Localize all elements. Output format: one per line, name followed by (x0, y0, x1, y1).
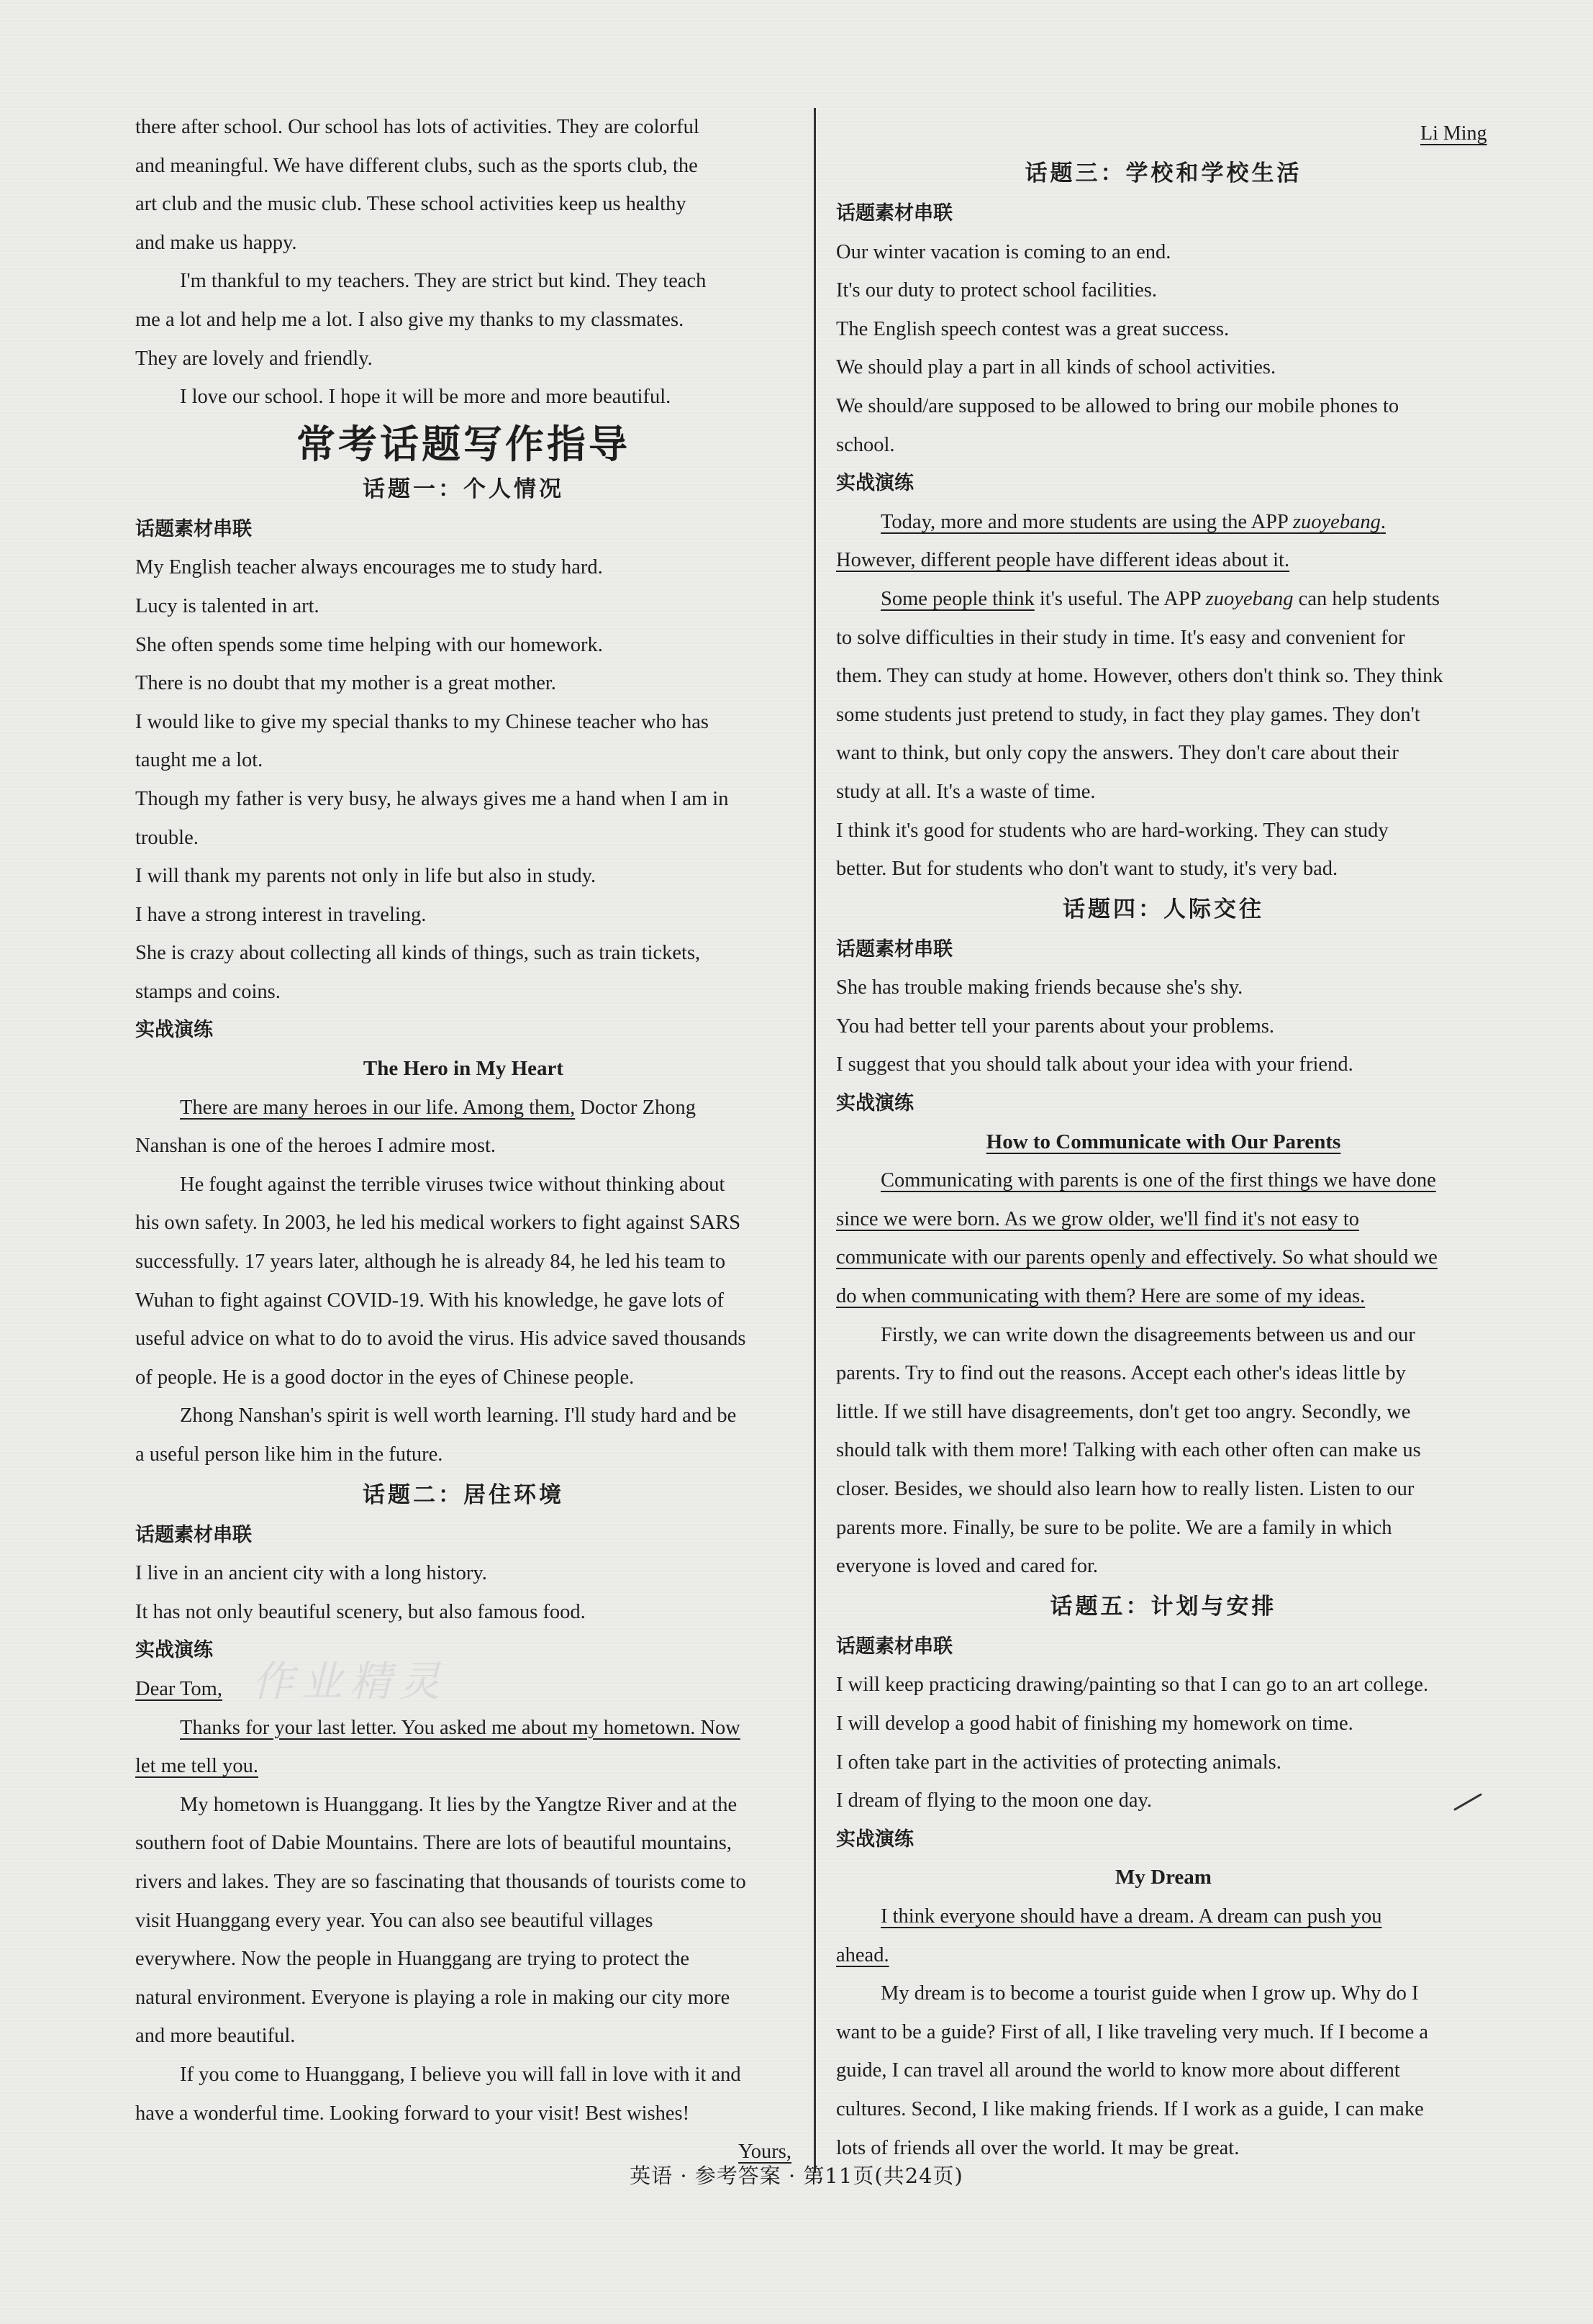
watermark: 作业精灵 (252, 1657, 448, 1706)
letter-greeting: Dear Tom, (135, 1677, 222, 1700)
topic3-essay-p2: Some people think it's useful. The APP zuoyebang can help students to solve difficulties in their study in time. It's easy and convenient for them. They can study at home. However, others don't think so. They think some students just pretend to study, in fact they play games. They don't want to think, but only copy the answers. They don't care about their study at all. It's a waste of time. (836, 587, 1443, 803)
topic1-title: 话题一：个人情况 (363, 476, 564, 502)
topic2-practice-label: 实战演练 (135, 1639, 213, 1662)
topic4-materials: She has trouble making friends because she's shy. You had better tell your parents about your problems. I suggest that you should talk about your idea with your friend. (836, 976, 1353, 1076)
topic1-essay-p2: He fought against the terrible viruses twice without thinking about his own safety. In 2003, he led his medical workers to fight against SARS successfully. 17 years later, although he is already 84, he led his team to Wuhan to fight against COVID-19. With his knowledge, he gave lots of useful advice on what to do to avoid the virus. His advice saved thousands of people. He is a good doctor in the eyes of Chinese people. (135, 1173, 746, 1389)
topic1-material-label: 话题素材串联 (135, 517, 252, 540)
topic4-practice-label: 实战演练 (836, 1092, 914, 1115)
page-footer: 英语 · 参考答案 · 第11页(共24页) (630, 2164, 963, 2188)
topic1-materials: My English teacher always encourages me to study hard. Lucy is talented in art. She often spends some time helping with our homework. There is no doubt that my mother is a great mother. I would like to give my special thanks to my Chinese teacher who has taught me a lot. Though my father is very busy, he always gives me a hand when I am in trouble. I will thank my parents not only in life but also in study. I have a strong interest in traveling. She is crazy about collecting all kinds of things, such as train tickets, stamps and coins. (135, 556, 729, 1003)
topic4-title: 话题四：人际交往 (1063, 896, 1264, 922)
letter-p3: If you come to Huanggang, I believe you will fall in love with it and have a wonderful time. Looking forward to your visit! Best wishes! (135, 2063, 741, 2125)
letter-closing: Yours, (738, 2141, 791, 2164)
topic4-material-label: 话题素材串联 (836, 938, 953, 961)
topic1-practice-label: 实战演练 (135, 1019, 213, 1042)
closing-paragraph: I love our school. I hope it will be more and more beautiful. (180, 386, 671, 409)
topic5-material-label: 话题素材串联 (836, 1635, 953, 1658)
topic5-practice-label: 实战演练 (836, 1828, 914, 1851)
topic3-title: 话题三：学校和学校生活 (1025, 160, 1302, 186)
author-name: Li Ming (1420, 122, 1487, 145)
column-divider (814, 108, 816, 2173)
topic2-materials: I live in an ancient city with a long history. It has not only beautiful scenery, but also famous food. (135, 1562, 586, 1623)
topic5-essay-title: My Dream (1115, 1866, 1212, 1889)
topic3-practice-label: 实战演练 (836, 472, 914, 495)
topic5-materials: I will keep practicing drawing/painting so that I can go to an art college. I will develop a good habit of finishing my homework on time. I often take part in the activities of protecting animals. I dream of flying to the moon one day. (836, 1674, 1429, 1812)
topic2-material-label: 话题素材串联 (135, 1523, 252, 1546)
topic5-essay-p2: My dream is to become a tourist guide when I grow up. Why do I want to be a guide? First of all, I like traveling very much. If I become a guide, I can travel all around the world to know more about different cultures. Second, I like making friends. If I work as a guide, I can make lots of friends all over the world. It may be great. (836, 1982, 1429, 2159)
topic3-essay-p3: I think it's good for students who are hard-working. They can study better. But for students who don't want to study, it's very bad. (836, 819, 1389, 881)
topic5-title: 话题五：计划与安排 (1050, 1593, 1277, 1620)
topic1-essay-p1: There are many heroes in our life. Among them, Doctor Zhong Nanshan is one of the heroes I admire most. (135, 1096, 696, 1158)
topic3-essay-p1: Today, more and more students are using the APP zuoyebang. However, different people have different ideas about it. (836, 510, 1386, 572)
topic4-essay-title: How to Communicate with Our Parents (986, 1130, 1341, 1153)
left-column (135, 108, 791, 2171)
topic1-essay-p3: Zhong Nanshan's spirit is well worth learning. I'll study hard and be a useful person like him in the future. (135, 1404, 737, 1466)
intro-paragraph: there after school. Our school has lots of activities. They are colorful and meaningful. We have different clubs, such as the sports club, the art club and the music club. These school activities keep us healthy and make us happy. (135, 116, 699, 254)
topic4-essay-p2: Firstly, we can write down the disagreements between us and our parents. Try to find out the reasons. Accept each other's ideas little by little. If we still have disagreements, don't get too angry. Secondly, we should talk with them more! Talking with each other often can make us closer. Besides, we should also learn how to really listen. Listen to our parents more. Finally, be sure to be polite. We are a family in which everyone is loved and cared for. (836, 1323, 1421, 1578)
topic3-materials: Our winter vacation is coming to an end. It's our duty to protect school facilities. The English speech contest was a great success. We should play a part in all kinds of school activities. We should/are supposed to be allowed to bring our mobile phones to school. (836, 240, 1399, 456)
topic5-essay-p1: I think everyone should have a dream. A dream can push you ahead. (836, 1905, 1382, 1966)
thanks-paragraph: I'm thankful to my teachers. They are strict but kind. They teach me a lot and help me a lot. I also give my thanks to my classmates. They are lovely and friendly. (135, 270, 707, 370)
letter-p1: Thanks for your last letter. You asked me about my hometown. Now let me tell you. (135, 1716, 740, 1778)
section-main-title: 常考话题写作指导 (296, 421, 630, 467)
topic2-title: 话题二：居住环境 (363, 1481, 564, 1508)
topic3-material-label: 话题素材串联 (836, 202, 953, 224)
topic1-essay-title: The Hero in My Heart (363, 1057, 564, 1081)
right-column (836, 108, 1491, 2167)
letter-p2: My hometown is Huanggang. It lies by the Yangtze River and at the southern foot of Dabie Mountains. There are lots of beautiful mountains, rivers and lakes. They are so fascinating that thousands of tourists come to visit Huanggang every year. You can also see beautiful villages everywhere. Now the people in Huanggang are trying to protect the natural environment. Everyone is playing a role in making our city more and more beautiful. (135, 1793, 746, 2048)
topic4-essay-p1: Communicating with parents is one of the first things we have done since we were born. As we grow older, we'll find it's not easy to communicate with our parents openly and effectively. So what should we do when communicating with them? Here are some of my ideas. (836, 1169, 1438, 1308)
